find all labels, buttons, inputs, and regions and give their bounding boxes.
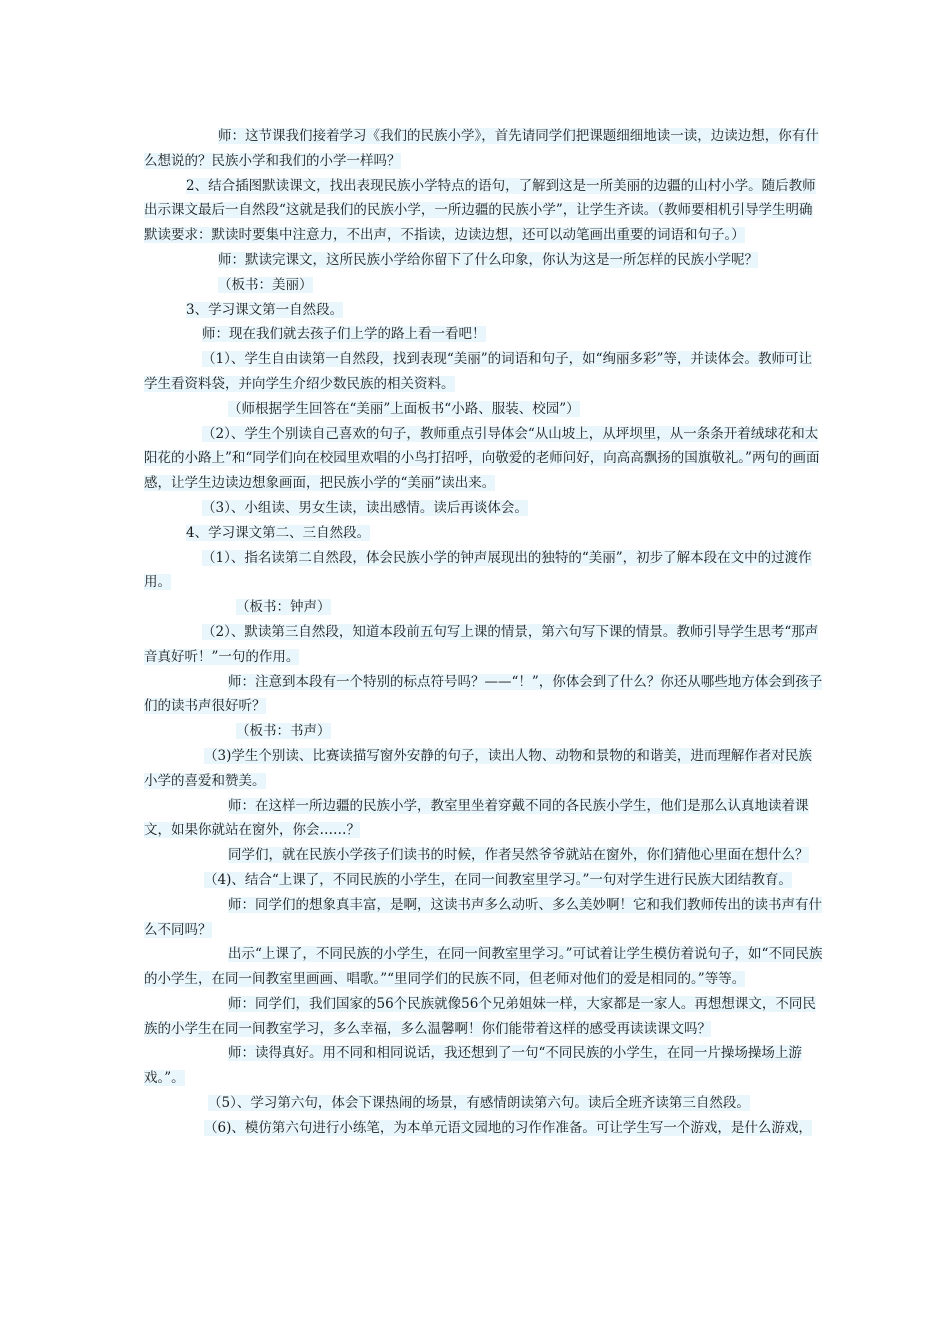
paragraph: 同学们，就在民族小学孩子们读书的时候，作者吴然爷爷就站在窗外，你们猜他心里面在想什么？ xyxy=(228,847,809,864)
paragraph: （4)、结合“上课了，不同民族的小学生，在同一间教室里学习。”一句对学生进行民族大团结教育。 xyxy=(204,871,792,888)
paragraph: （2）、默读第三自然段，知道本段前五句写上课的情景，第六句写下课的情景。教师引导学生思考“那声音真好听！”一句的作用。 xyxy=(144,623,819,665)
paragraph: 师：在这样一所边疆的民族小学，教室里坐着穿戴不同的各民族小学生，他们是那么认真地读着课文，如果你就站在窗外，你会……？ xyxy=(144,797,809,839)
paragraph: （板书：书声） xyxy=(236,723,331,740)
paragraph: （板书：钟声） xyxy=(236,599,331,616)
paragraph: 师：现在我们就去孩子们上学的路上看一看吧！ xyxy=(202,326,486,343)
paragraph: （6)、模仿第六句进行小练笔，为本单元语文园地的习作作准备。可让学生写一个游戏，是什么游戏， xyxy=(204,1119,812,1136)
paragraph: 师：同学们，我们国家的56个民族就像56个兄弟姐妹一样，大家都是一家人。再想想课文，不同民族的小学生在同一间教室学习，多么幸福，多么温馨啊！你们能带着这样的感受再读读课文吗？ xyxy=(144,995,816,1037)
paragraph: 师：读得真好。用不同和相同说话，我还想到了一句“不同民族的小学生，在同一片操场操场上游戏。”。 xyxy=(144,1045,802,1087)
paragraph: （1）、指名读第二自然段，体会民族小学的钟声展现出的独特的“美丽”，初步了解本段在文中的过渡作用。 xyxy=(144,549,812,591)
paragraph: 师：默读完课文，这所民族小学给你留下了什么印象，你认为这是一所怎样的民族小学呢？ xyxy=(218,251,758,268)
paragraph: 师：这节课我们接着学习《我们的民族小学》，首先请同学们把课题细细地读一读，边读边想，你有什么想说的？民族小学和我们的小学一样吗？ xyxy=(144,128,819,169)
paragraph: 师：注意到本段有一个特别的标点符号吗？——“！”，你体会到了什么？你还从哪些地方体会到孩子们的读书声很好听？ xyxy=(144,673,823,715)
paragraph: （5）、学习第六句，体会下课热闹的场景，有感情朗读第六句。读后全班齐读第三自然段。 xyxy=(208,1095,750,1112)
paragraph: 2、结合插图默读课文，找出表现民族小学特点的语句，了解到这是一所美丽的边疆的山村小学。随后教师出示课文最后一自然段“这就是我们的民族小学，一所边疆的民族小学”，让学生齐读。（教师要相机引导学生明确默读要求：默读时要集中注意力，不出声，不指读，边读边想，还可以动笔画出重要的词语和句子。） xyxy=(144,177,816,244)
paragraph: 出示“上课了，不同民族的小学生，在同一间教室里学习。”可试着让学生模仿着说句子，如“不同民族的小学生，在同一间教室里画画、唱歌。”“里同学们的民族不同，但老师对他们的爱是相同的。”等等。 xyxy=(144,946,823,988)
paragraph: 师：同学们的想象真丰富，是啊，这读书声多么动听、多么美妙啊！它和我们教师传出的读书声有什么不同吗？ xyxy=(144,896,822,938)
section-heading: 3、学习课文第一自然段。 xyxy=(186,301,344,318)
document-body xyxy=(144,124,824,1141)
paragraph: （1）、学生自由读第一自然段，找到表现“美丽”的词语和句子，如“绚丽多彩”等，并读体会。教师可让学生看资料袋，并向学生介绍少数民族的相关资料。 xyxy=(144,351,812,392)
paragraph: （板书：美丽） xyxy=(218,276,313,293)
paragraph: （2）、学生个别读自己喜欢的句子，教师重点引导体会“从山坡上，从坪坝里，从一条条开着绒球花和太阳花的小路上”和“同学们向在校园里欢唱的小鸟打招呼，向敬爱的老师问好，向高高飘扬的国旗敬礼。”两句的画面感，让学生边读边想象画面，把民族小学的“美丽”读出来。 xyxy=(144,425,820,492)
paragraph: （师根据学生回答在“美丽”上面板书“小路、服装、校园”） xyxy=(228,400,580,417)
paragraph: （3）、小组读、男女生读，读出感情。读后再谈体会。 xyxy=(202,499,528,516)
paragraph: （3)学生个别读、比赛读描写窗外安静的句子，读出人物、动物和景物的和谐美，进而理解作者对民族小学的喜爱和赞美。 xyxy=(144,747,812,789)
section-heading: 4、学习课文第二、三自然段。 xyxy=(186,524,371,541)
